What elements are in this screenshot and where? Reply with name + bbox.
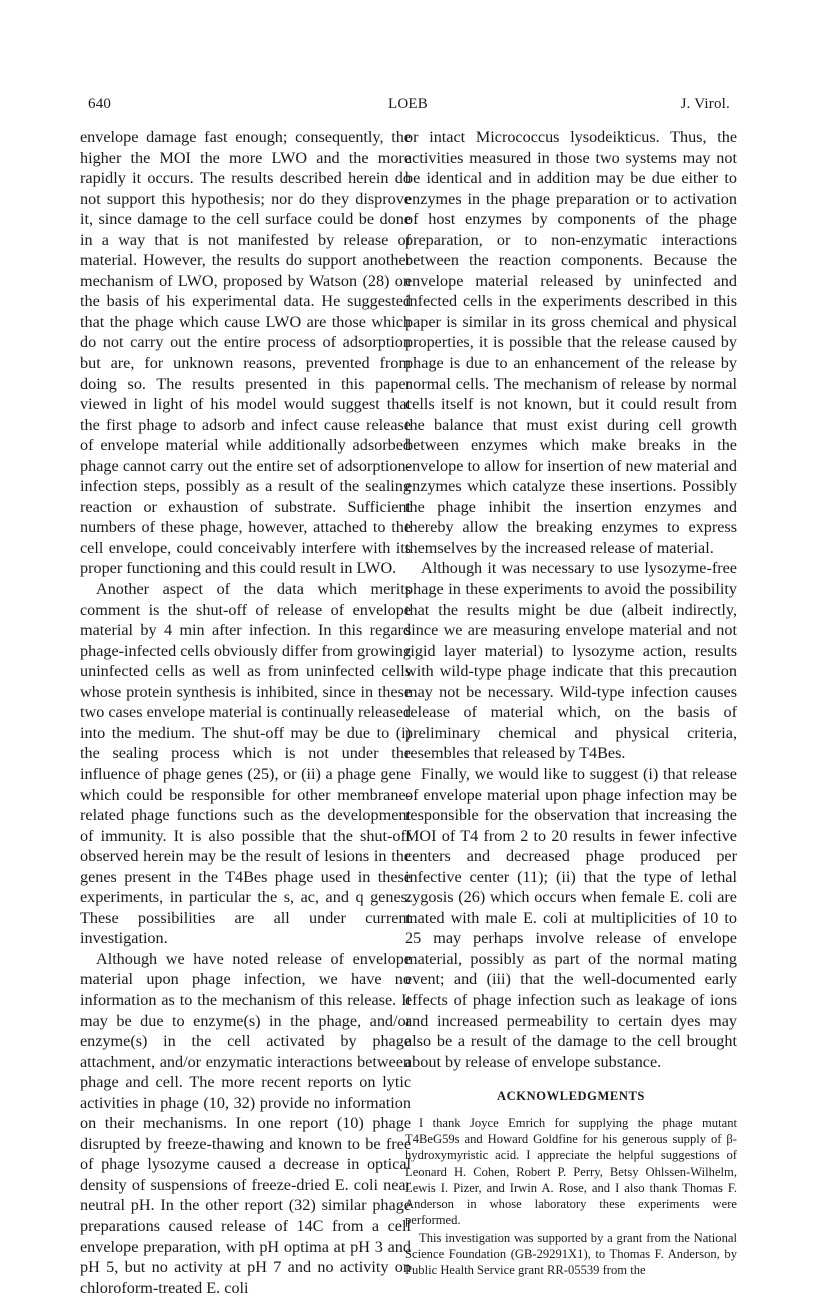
body-paragraph: Although we have noted release of envelope material upon phage infection, we have no information as to the mechanism of this release. It may be due to enzyme(s) in the phage, and/or enzyme(s) in the cell activated by phage attachment, and/or enzymatic interactions between phage and cell. The more recent reports on lytic activities in phage (10, 32) provide no information on their mechanisms. In one report (10) phage disrupted by freeze-thawing and known to be free of phage lysozyme caused a decrease in optical density of suspensions of freeze-dried E. coli near neutral pH. In the other report (32) similar phage preparations caused release of 14C from a cell envelope preparation, with pH optima at pH 3 and pH 5, but no activity at pH 7 and no activity on chloroform-treated E. coli bbox=[80, 949, 411, 1297]
body-paragraph: envelope damage fast enough; consequently, the higher the MOI the more LWO and the more rapidly it occurs. The results described herein do not support this hypothesis; nor do they disprove it, since damage to the cell surface could be done in a way that is not manifested by release of material. However, the results do support another mechanism of LWO, proposed by Watson (28) on the basis of his experimental data. He suggested that the phage which cause LWO are those which do not carry out the entire process of adsorption but are, for unknown reasons, prevented from doing so. The results presented in this paper viewed in light of his model would suggest that the first phage to adsorb and infect cause release of envelope material while additionally adsorbed phage cannot carry out the entire set of adsorption-infection steps, possibly as a result of the sealing reaction or exhaustion of substrate. Sufficient numbers of these phage, however, attached to the cell envelope, could conceivably interfere with its proper functioning and this could result in LWO. bbox=[80, 128, 411, 578]
acknowledgment-paragraph: This investigation was supported by a grant from the National Science Foundation (GB-29291X1), to Thomas F. Anderson, by Public Health Service grant RR-05539 from the bbox=[405, 1230, 737, 1278]
page-number: 640 bbox=[88, 96, 112, 112]
running-head-author: LOEB bbox=[388, 96, 428, 112]
right-column bbox=[405, 127, 737, 1280]
acknowledgments-heading: ACKNOWLEDGMENTS bbox=[497, 1089, 645, 1104]
acknowledgment-paragraph: I thank Joyce Emrich for supplying the phage mutant T4BeG59s and Howard Goldfine for his generous supply of β-hydroxymyristic acid. I appreciate the helpful suggestions of Leonard H. Cohen, Robert P. Perry, Betsy Ohlssen-Wilhelm, Lewis I. Pizer, and Irwin A. Rose, and I also thank Thomas F. Anderson in whose laboratory these experiments were performed. bbox=[405, 1115, 737, 1228]
acknowledgments-section bbox=[405, 1115, 737, 1279]
body-paragraph: Although it was necessary to use lysozyme-free phage in these experiments to avoid the possibility that the results might be due (albeit indirectly, since we are measuring envelope material and not rigid layer material) to lysozyme action, results with wild-type phage indicate that this precaution may not be necessary. Wild-type infection causes release of material which, on the basis of preliminary chemical and physical criteria, resembles that released by T4Bes. bbox=[405, 559, 737, 763]
running-head-journal: J. Virol. bbox=[680, 96, 730, 112]
left-column bbox=[80, 127, 411, 1298]
body-paragraph: Another aspect of the data which merits comment is the shut-off of release of envelope material by 4 min after infection. In this regard phage-infected cells obviously differ from growing uninfected cells as well as from uninfected cells whose protein synthesis is inhibited, since in these two cases envelope material is continually released into the medium. The shut-off may be due to (i) the sealing process which is not under the influence of phage genes (25), or (ii) a phage gene which could be responsible for other membrane-related phage functions such as the development of immunity. It is also possible that the shut-off observed herein may be the result of lesions in the genes present in the T4Bes phage used in these experiments, in particular the s, ac, and q genes. These possibilities are all under current investigation. bbox=[80, 580, 411, 948]
body-paragraph: or intact Micrococcus lysodeikticus. Thus, the activities measured in those two systems may not be identical and in addition may be due either to enzymes in the phage preparation or to activation of host enzymes by components of the phage preparation, or to non-enzymatic interactions between the reaction components. Because the envelope material released by uninfected and infected cells in the experiments described in this paper is similar in its gross chemical and physical properties, it is possible that the release caused by phage is due to an enhancement of the release by normal cells. The mechanism of release by normal cells itself is not known, but it could result from the balance that must exist during cell growth between enzymes which make breaks in the envelope to allow for insertion of new material and enzymes which catalyze these insertions. Possibly the phage inhibit the insertion enzymes and thereby allow the breaking enzymes to express themselves by the increased release of material. bbox=[405, 128, 737, 557]
body-paragraph: Finally, we would like to suggest (i) that release of envelope material upon phage infection may be responsible for the observation that increasing the MOI of T4 from 2 to 20 results in fewer infective centers and decreased phage produced per infective center (11); (ii) that the type of lethal zygosis (26) which occurs when female E. coli are mated with male E. coli at multiplicities of 10 to 25 may perhaps involve release of envelope material, possibly as part of the normal mating event; and (iii) that the well-documented early effects of phage infection such as leakage of ions and increased permeability to certain dyes may also be a result of the damage to the cell brought about by release of envelope substance. bbox=[405, 764, 737, 1071]
